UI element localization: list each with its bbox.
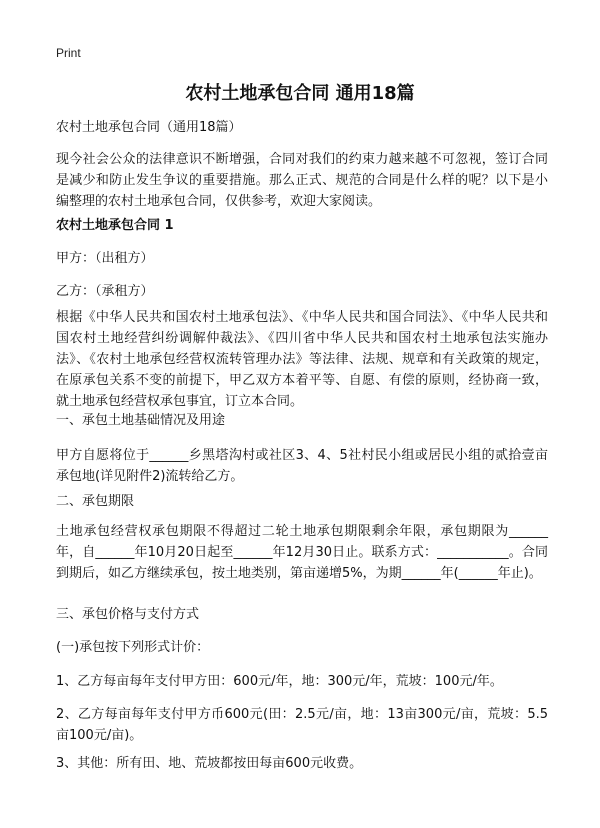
intro-paragraph: 现今社会公众的法律意识不断增强，合同对我们的约束力越来越不可忽视，签订合同是减少和防止发生争议的重要措施。那么正式、规范的合同是什么样的呢？以下是小编整理的农村土地承包合同，仅供参考，欢迎大家阅读。 xyxy=(56,152,548,209)
party-b: 乙方：（承租方） xyxy=(56,284,154,299)
print-link[interactable]: Print xyxy=(56,46,81,60)
clause1-heading: 一、承包土地基础情况及用途 xyxy=(56,413,226,428)
clause1-body: 甲方自愿将位于______乡黑塔沟村或社区3、4、5社村民小组或居民小组的贰拾壹亩承包地(详见附件2)流转给乙方。 xyxy=(56,448,548,484)
legal-basis-paragraph: 根据《中华人民共和国农村土地承包法》、《中华人民共和国合同法》、《中华人民共和国农村土地经营纠纷调解仲裁法》、《四川省中华人民共和国农村土地承包法实施办法》、《农村土地承包经营权流转管理办法》等法律、法规、规章和有关政策的规定，在原承包关系不变的前提下，甲乙双方本着平等、自愿、有偿的原则，经协商一致，就土地承包经营权承包事宜，订立本合同。 xyxy=(56,310,548,409)
clause2-heading: 二、承包期限 xyxy=(56,494,135,509)
price-item-1: 1、乙方每亩每年支付甲方田：600元/年，地：300元/年，荒坡：100元/年。 xyxy=(56,674,503,689)
price-item-2: 2、乙方每亩每年支付甲方币600元(田：2.5元/亩，地：13亩300元/亩，荒坡：5.5亩100元/亩)。 xyxy=(56,707,548,743)
clause3-heading: 三、承包价格与支付方式 xyxy=(56,607,200,622)
section-heading: 农村土地承包合同 1 xyxy=(56,218,174,233)
price-item-3: 3、其他：所有田、地、荒坡都按田每亩600元收费。 xyxy=(56,756,363,771)
subtitle: 农村土地承包合同（通用18篇） xyxy=(56,120,242,135)
party-a: 甲方：（出租方） xyxy=(56,251,154,266)
page-title: 农村土地承包合同 通用18篇 xyxy=(185,83,415,104)
clause3-subheading: (一)承包按下列形式计价： xyxy=(56,640,210,655)
clause2-body: 土地承包经营权承包期限不得超过二轮土地承包期限剩余年限，承包期限为______年，自______年10月20日起至______年12月30日止。联系方式：___________。合同到期后，如乙方继续承包，按土地类别，第亩递增5%，为期______年(______年止)。 xyxy=(56,524,548,581)
